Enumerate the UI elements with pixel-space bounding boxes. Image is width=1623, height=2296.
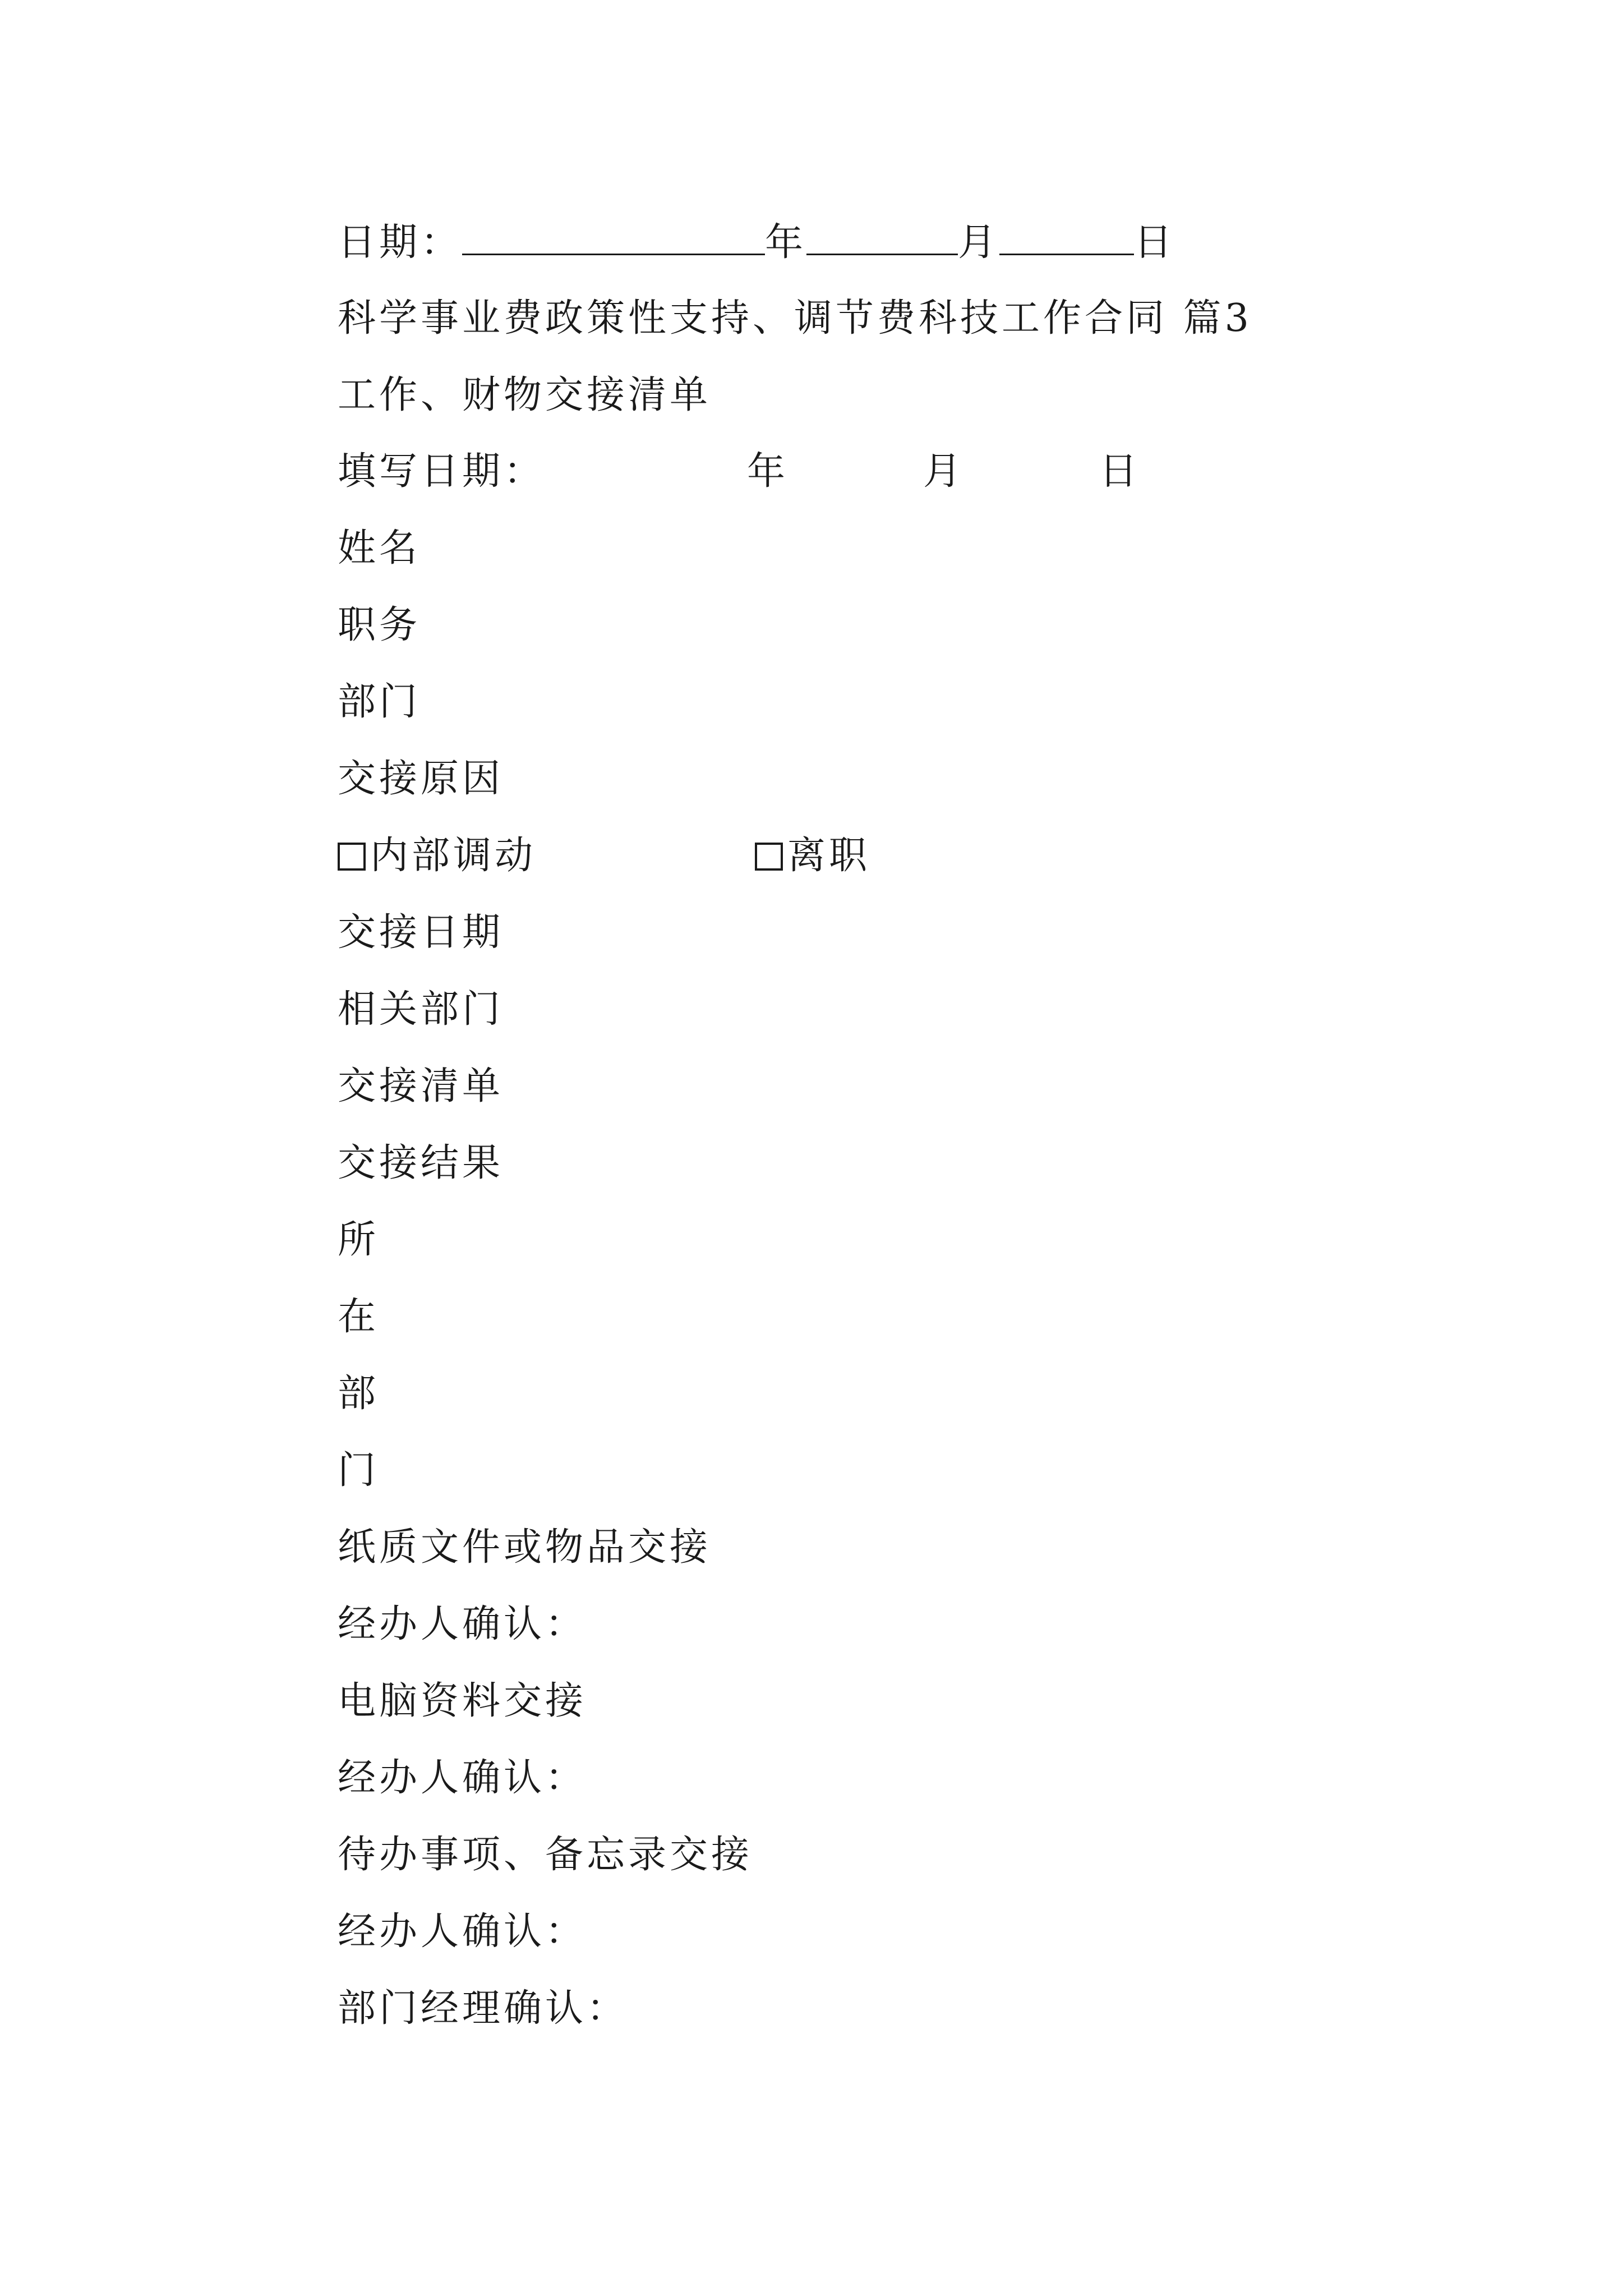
option-resignation-label: 离职 (787, 834, 871, 878)
form-title: 工作、财物交接清单 (338, 373, 712, 417)
fill-date-label: 填写日期： (338, 449, 546, 494)
day-label: 日 (1134, 220, 1176, 265)
day-blank[interactable] (999, 219, 1134, 255)
fill-date-day: 日 (1099, 449, 1141, 494)
handler-confirm-2: 经办人确认： (338, 1756, 587, 1800)
computer-data-handover: 电脑资料交接 (338, 1679, 587, 1723)
field-name: 姓名 (338, 526, 421, 570)
field-handover-result: 交接结果 (338, 1141, 504, 1185)
option-internal-transfer-label: 内部调动 (370, 834, 537, 878)
manager-confirm: 部门经理确认： (338, 1986, 629, 2031)
date-line (338, 219, 1175, 264)
current-dept-char-3: 部 (338, 1372, 380, 1416)
checkbox-icon[interactable] (338, 843, 366, 871)
year-blank[interactable] (462, 219, 765, 255)
contract-title: 科学事业费政策性支持、调节费科技工作合同 篇3 (338, 296, 1252, 341)
current-dept-char-1: 所 (338, 1218, 380, 1262)
date-label: 日期： (338, 220, 463, 265)
field-handover-date: 交接日期 (338, 910, 504, 955)
field-department: 部门 (338, 680, 421, 724)
checkbox-icon[interactable] (755, 843, 783, 871)
field-handover-list: 交接清单 (338, 1064, 504, 1108)
year-label: 年 (765, 220, 807, 265)
handler-confirm-3: 经办人确认： (338, 1910, 587, 1954)
option-resignation[interactable] (755, 834, 870, 878)
month-label: 月 (958, 220, 1000, 265)
option-internal-transfer[interactable] (338, 834, 536, 878)
field-reason: 交接原因 (338, 757, 504, 801)
fill-date-month: 月 (923, 449, 965, 494)
fill-date-year: 年 (747, 449, 789, 494)
fill-date-line (338, 449, 1141, 494)
paper-docs-handover: 纸质文件或物品交接 (338, 1525, 712, 1570)
current-dept-char-2: 在 (338, 1295, 380, 1339)
month-blank[interactable] (806, 219, 958, 255)
pending-items-handover: 待办事项、备忘录交接 (338, 1833, 753, 1877)
reason-options (338, 834, 870, 878)
current-dept-char-4: 门 (338, 1448, 380, 1493)
handler-confirm-1: 经办人确认： (338, 1602, 587, 1646)
field-position: 职务 (338, 603, 421, 647)
field-related-department: 相关部门 (338, 987, 504, 1032)
